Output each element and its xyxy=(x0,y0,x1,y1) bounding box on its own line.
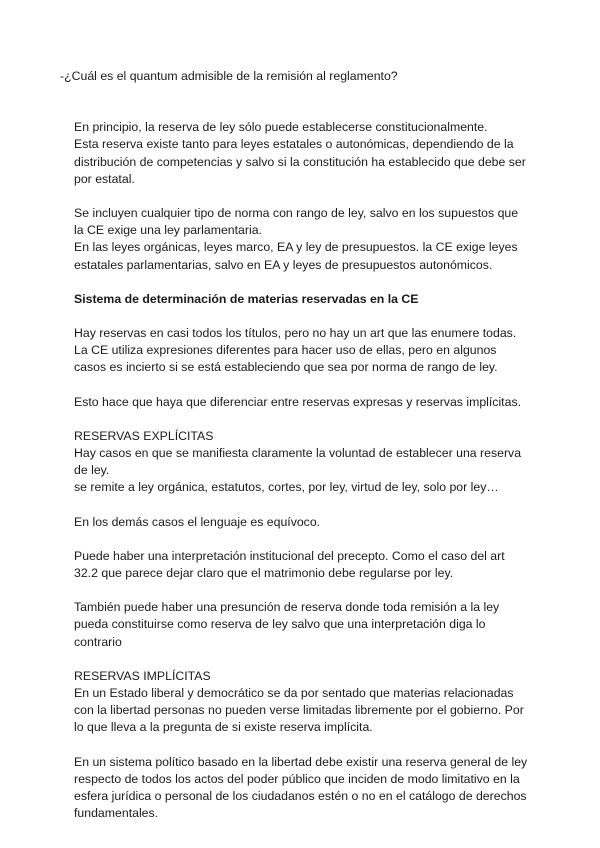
paragraph-titles: Hay reservas en casi todos los títulos, pero no hay un art que las enumere todas. xyxy=(74,326,517,341)
paragraph-organic-laws: En las leyes orgánicas, leyes marco, EA y ley de presupuestos. la CE exige leyes estatales parlamentarias, salvo en EA y leyes de presupuestos autonómicos. xyxy=(74,240,518,272)
paragraph-presumption: También puede haber una presunción de reserva donde toda remisión a la ley pueda constituirse como reserva de ley salvo que una interpretación diga lo contrario xyxy=(74,600,500,649)
paragraph-norm-types: Se incluyen cualquier tipo de norma con rango de ley, salvo en los supuestos que la CE exige una ley parlamentaria. xyxy=(74,206,519,238)
paragraph-reserve-origin: En principio, la reserva de ley sólo puede establecerse constitucionalmente. xyxy=(74,120,488,135)
implicit-reserves-title: RESERVAS IMPLÍCITAS xyxy=(74,668,211,683)
paragraph-explicit-cases: Hay casos en que se manifiesta claramente la voluntad de establecer una reserva de ley. xyxy=(74,446,522,478)
paragraph-expressions: La CE utiliza expresiones diferentes para hacer uso de ellas, pero en algunos casos es incierto si se está estableciendo que sea por norma de rango de ley. xyxy=(74,343,498,375)
paragraph-general-reserve: En un sistema político basado en la libertad debe existir una reserva general de ley respecto de todos los actos del poder público que inciden de modo limitativo en la esfera jurídica o personal de los ciudadanos estén o no en el catálogo de derechos fundamentales. xyxy=(74,754,528,821)
paragraph-institutional: Puede haber una interpretación institucional del precepto. Como el caso del art 32.2 que parece dejar claro que el matrimonio debe regularse por ley. xyxy=(74,548,505,581)
paragraph-reserve-scope: Esta reserva existe tanto para leyes estatales o autonómicas, dependiendo de la distribución de competencias y salvo si la constitución ha establecido que debe ser por estatal. xyxy=(74,137,526,186)
paragraph-differentiate: Esto hace que haya que diferenciar entre reservas expresas y reservas implícitas. xyxy=(74,394,522,409)
paragraph-explicit-list: se remite a ley orgánica, estatutos, cortes, por ley, virtud de ley, solo por ley… xyxy=(74,480,499,495)
explicit-reserves-title: RESERVAS EXPLÍCITAS xyxy=(74,428,214,443)
paragraph-liberal-state: En un Estado liberal y democrático se da por sentado que materias relacionadas con la libertad personas no pueden verse limitadas libremente por el gobierno. Por lo que lleva a la pregunta de si existe reserva implícita. xyxy=(74,686,524,735)
paragraph-equivocal: En los demás casos el lenguaje es equívoco. xyxy=(74,514,321,529)
question-line: -¿Cuál es el quantum admisible de la remisión al reglamento? xyxy=(60,69,398,83)
section-heading: Sistema de determinación de materias reservadas en la CE xyxy=(74,291,419,306)
